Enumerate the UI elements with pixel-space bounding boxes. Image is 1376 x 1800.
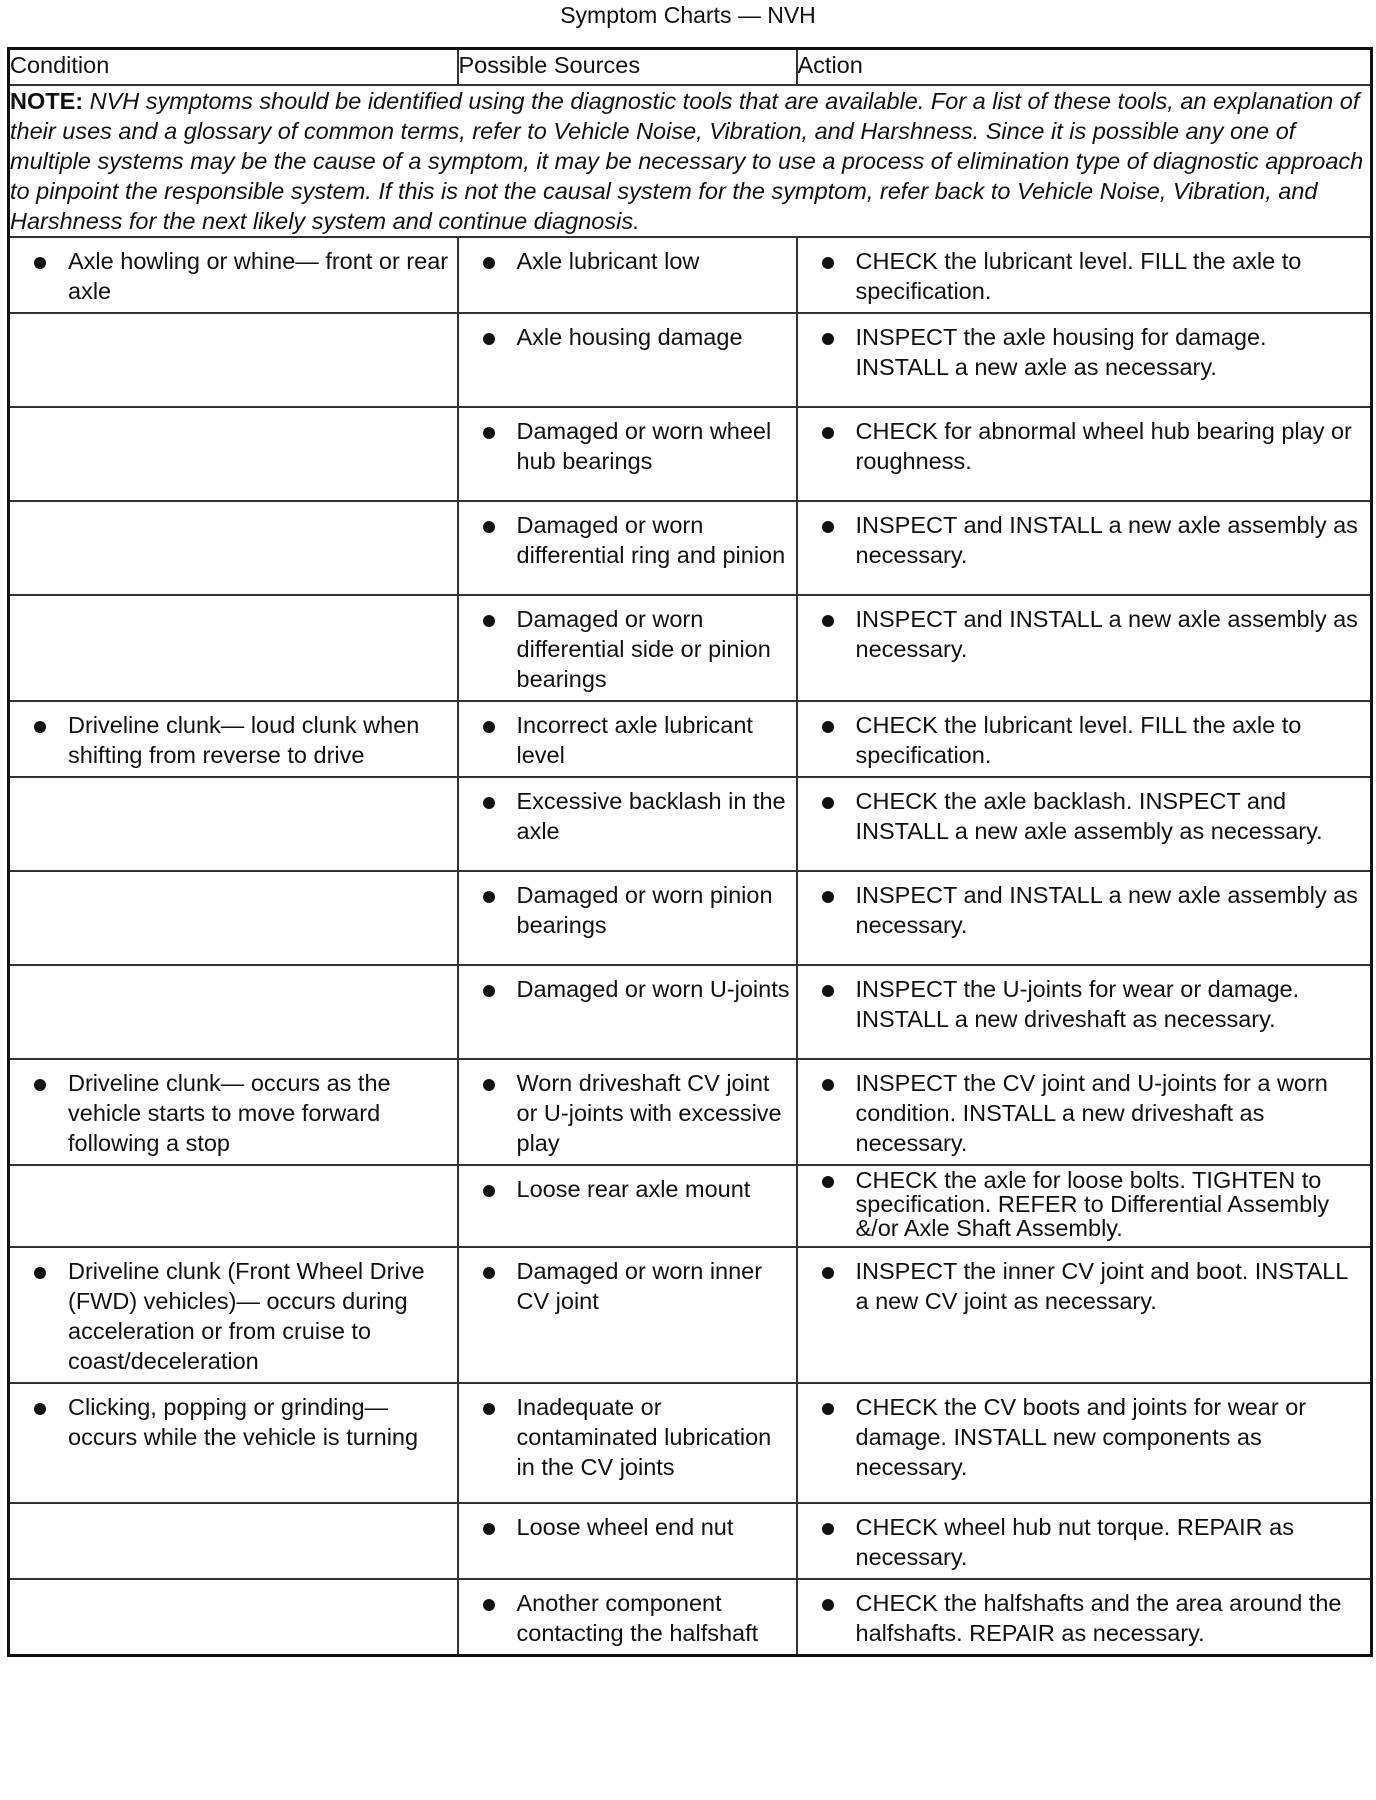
bullet-item bbox=[459, 238, 796, 282]
bullet-item bbox=[798, 502, 1371, 576]
bullet-item bbox=[10, 238, 457, 312]
bullet-dot-icon bbox=[483, 1599, 495, 1611]
table-row bbox=[9, 1059, 1372, 1165]
bullet-dot-icon bbox=[822, 1523, 834, 1535]
bullet-dot-icon bbox=[483, 427, 495, 439]
possible-source-cell bbox=[458, 1059, 797, 1165]
table-row bbox=[9, 777, 1372, 871]
source-text: Damaged or worn pinion bearings bbox=[516, 882, 773, 938]
bullet-item bbox=[798, 702, 1371, 776]
bullet-dot-icon bbox=[483, 1403, 495, 1415]
source-text: Incorrect axle lubricant level bbox=[516, 712, 753, 768]
symptom-chart-table bbox=[7, 47, 1373, 1657]
bullet-item bbox=[798, 1384, 1371, 1488]
bullet-dot-icon bbox=[483, 333, 495, 345]
bullet-item bbox=[459, 596, 796, 700]
action-text: INSPECT and INSTALL a new axle assembly as necessary. bbox=[855, 512, 1358, 568]
action-cell bbox=[797, 871, 1372, 965]
condition-text: Axle howling or whine— front or rear axle bbox=[68, 248, 449, 304]
note-row bbox=[9, 85, 1372, 237]
bullet-item bbox=[459, 872, 796, 946]
possible-source-cell bbox=[458, 501, 797, 595]
header-possible-sources: Possible Sources bbox=[458, 49, 797, 86]
table-row bbox=[9, 965, 1372, 1059]
action-cell bbox=[797, 777, 1372, 871]
header-condition: Condition bbox=[9, 49, 458, 86]
bullet-dot-icon bbox=[822, 1403, 834, 1415]
bullet-item bbox=[798, 1248, 1371, 1322]
note-cell bbox=[9, 85, 1372, 237]
table-row bbox=[9, 1579, 1372, 1656]
bullet-item bbox=[459, 314, 796, 358]
possible-source-cell bbox=[458, 777, 797, 871]
bullet-dot-icon bbox=[822, 615, 834, 627]
table-row bbox=[9, 407, 1372, 501]
bullet-dot-icon bbox=[34, 1403, 46, 1415]
bullet-item bbox=[798, 408, 1371, 482]
bullet-item bbox=[459, 502, 796, 576]
possible-source-cell bbox=[458, 1383, 797, 1503]
table-row bbox=[9, 1165, 1372, 1247]
bullet-item bbox=[459, 1248, 796, 1322]
action-cell bbox=[797, 1059, 1372, 1165]
bullet-item bbox=[459, 408, 796, 482]
bullet-item bbox=[798, 238, 1371, 312]
bullet-dot-icon bbox=[822, 257, 834, 269]
action-cell bbox=[797, 237, 1372, 313]
condition-cell bbox=[9, 777, 458, 871]
condition-cell bbox=[9, 701, 458, 777]
action-cell bbox=[797, 1383, 1372, 1503]
action-cell bbox=[797, 501, 1372, 595]
bullet-item bbox=[798, 966, 1371, 1040]
source-text: Loose rear axle mount bbox=[516, 1176, 751, 1202]
action-cell bbox=[797, 701, 1372, 777]
bullet-dot-icon bbox=[483, 615, 495, 627]
action-text: CHECK wheel hub nut torque. REPAIR as necessary. bbox=[855, 1514, 1294, 1570]
header-action: Action bbox=[797, 49, 1372, 86]
table-row bbox=[9, 1383, 1372, 1503]
source-text: Axle housing damage bbox=[516, 324, 743, 350]
bullet-item bbox=[459, 1166, 796, 1210]
bullet-dot-icon bbox=[483, 1185, 495, 1197]
bullet-dot-icon bbox=[34, 721, 46, 733]
bullet-dot-icon bbox=[822, 985, 834, 997]
source-text: Another component contacting the halfshaft bbox=[516, 1590, 759, 1646]
condition-cell bbox=[9, 871, 458, 965]
possible-source-cell bbox=[458, 1503, 797, 1579]
condition-text: Driveline clunk— loud clunk when shifting from reverse to drive bbox=[68, 712, 420, 768]
action-text: INSPECT the CV joint and U-joints for a worn condition. INSTALL a new driveshaft as necessary. bbox=[855, 1070, 1328, 1156]
bullet-dot-icon bbox=[822, 427, 834, 439]
condition-cell bbox=[9, 1383, 458, 1503]
action-text: CHECK the halfshafts and the area around the halfshafts. REPAIR as necessary. bbox=[855, 1590, 1342, 1646]
bullet-item bbox=[459, 778, 796, 852]
condition-cell bbox=[9, 1165, 458, 1247]
bullet-dot-icon bbox=[483, 721, 495, 733]
condition-text: Driveline clunk— occurs as the vehicle starts to move forward following a stop bbox=[68, 1070, 391, 1156]
bullet-item bbox=[459, 1060, 796, 1164]
condition-cell bbox=[9, 965, 458, 1059]
bullet-item bbox=[459, 966, 796, 1010]
condition-text: Clicking, popping or grinding— occurs while the vehicle is turning bbox=[68, 1394, 419, 1450]
possible-source-cell bbox=[458, 1579, 797, 1656]
action-text: CHECK the lubricant level. FILL the axle to specification. bbox=[855, 712, 1302, 768]
condition-cell bbox=[9, 407, 458, 501]
possible-source-cell bbox=[458, 965, 797, 1059]
source-text: Excessive backlash in the axle bbox=[516, 788, 786, 844]
possible-source-cell bbox=[458, 237, 797, 313]
bullet-item bbox=[798, 1580, 1371, 1654]
table-row bbox=[9, 501, 1372, 595]
action-text: CHECK the axle backlash. INSPECT and INSTALL a new axle assembly as necessary. bbox=[855, 788, 1323, 844]
possible-source-cell bbox=[458, 313, 797, 407]
bullet-dot-icon bbox=[822, 1599, 834, 1611]
bullet-dot-icon bbox=[483, 521, 495, 533]
action-text: INSPECT the U-joints for wear or damage. INSTALL a new driveshaft as necessary. bbox=[855, 976, 1300, 1032]
action-cell bbox=[797, 407, 1372, 501]
table-header-row bbox=[9, 49, 1372, 86]
bullet-item bbox=[10, 1060, 457, 1164]
action-cell bbox=[797, 313, 1372, 407]
action-cell bbox=[797, 1165, 1372, 1247]
action-cell bbox=[797, 1579, 1372, 1656]
bullet-dot-icon bbox=[483, 985, 495, 997]
note-label: NOTE: bbox=[10, 88, 84, 114]
bullet-dot-icon bbox=[822, 333, 834, 345]
bullet-dot-icon bbox=[822, 1176, 834, 1188]
bullet-dot-icon bbox=[822, 721, 834, 733]
table-row bbox=[9, 595, 1372, 701]
possible-source-cell bbox=[458, 1247, 797, 1383]
source-text: Damaged or worn wheel hub bearings bbox=[516, 418, 772, 474]
action-text: CHECK the CV boots and joints for wear or damage. INSTALL new components as necessary. bbox=[855, 1394, 1307, 1480]
source-text: Axle lubricant low bbox=[516, 248, 700, 274]
bullet-item bbox=[459, 1504, 796, 1548]
condition-text: Driveline clunk (Front Wheel Drive (FWD) vehicles)— occurs during acceleration or from cruise to coast/deceleration bbox=[68, 1258, 425, 1374]
source-text: Worn driveshaft CV joint or U-joints with excessive play bbox=[516, 1070, 782, 1156]
bullet-item bbox=[10, 702, 457, 776]
page-title: Symptom Charts — NVH bbox=[560, 2, 816, 28]
action-cell bbox=[797, 1247, 1372, 1383]
source-text: Inadequate or contaminated lubrication in the CV joints bbox=[516, 1394, 772, 1480]
table-row bbox=[9, 1247, 1372, 1383]
source-text: Damaged or worn U-joints bbox=[516, 976, 790, 1002]
action-text: CHECK the axle for loose bolts. TIGHTEN to specification. REFER to Differential Assembly &/or Axle Shaft Assembly. bbox=[855, 1167, 1330, 1241]
action-text: INSPECT and INSTALL a new axle assembly as necessary. bbox=[855, 606, 1358, 662]
bullet-dot-icon bbox=[483, 1523, 495, 1535]
bullet-dot-icon bbox=[822, 1267, 834, 1279]
bullet-dot-icon bbox=[34, 257, 46, 269]
table-row bbox=[9, 1503, 1372, 1579]
condition-cell bbox=[9, 595, 458, 701]
action-cell bbox=[797, 1503, 1372, 1579]
action-cell bbox=[797, 965, 1372, 1059]
bullet-item bbox=[798, 1166, 1371, 1246]
possible-source-cell bbox=[458, 407, 797, 501]
possible-source-cell bbox=[458, 595, 797, 701]
table-row bbox=[9, 237, 1372, 313]
bullet-dot-icon bbox=[483, 797, 495, 809]
action-text: CHECK the lubricant level. FILL the axle to specification. bbox=[855, 248, 1302, 304]
bullet-item bbox=[798, 1060, 1371, 1164]
table-row bbox=[9, 313, 1372, 407]
possible-source-cell bbox=[458, 871, 797, 965]
action-text: INSPECT and INSTALL a new axle assembly as necessary. bbox=[855, 882, 1358, 938]
source-text: Damaged or worn differential side or pinion bearings bbox=[516, 606, 771, 692]
bullet-item bbox=[459, 1580, 796, 1654]
bullet-item bbox=[798, 778, 1371, 852]
bullet-item bbox=[798, 1504, 1371, 1578]
bullet-item bbox=[798, 314, 1371, 388]
bullet-dot-icon bbox=[483, 257, 495, 269]
bullet-dot-icon bbox=[483, 891, 495, 903]
bullet-item bbox=[798, 596, 1371, 670]
bullet-dot-icon bbox=[483, 1079, 495, 1091]
bullet-dot-icon bbox=[822, 891, 834, 903]
bullet-item bbox=[10, 1248, 457, 1382]
bullet-item bbox=[459, 702, 796, 776]
action-cell bbox=[797, 595, 1372, 701]
source-text: Damaged or worn differential ring and pinion bbox=[516, 512, 786, 568]
table-row bbox=[9, 871, 1372, 965]
condition-cell bbox=[9, 1579, 458, 1656]
condition-cell bbox=[9, 501, 458, 595]
condition-cell bbox=[9, 1247, 458, 1383]
condition-cell bbox=[9, 237, 458, 313]
possible-source-cell bbox=[458, 701, 797, 777]
bullet-item bbox=[798, 872, 1371, 946]
bullet-item bbox=[459, 1384, 796, 1488]
note-text: NVH symptoms should be identified using the diagnostic tools that are available. For a list of these tools, an explanation of their uses and a glossary of common terms, refer to Vehicle Noise, Vibration, and Harshness. Since it is possible any one of multiple systems may be the cause of a symptom, it may be necessary to use a process of elimination type of diagnostic approach to pinpoint the responsible system. If this is not the causal system for the symptom, refer back to Vehicle Noise, Vibration, and Harshness for the next likely system and continue diagnosis. bbox=[10, 88, 1364, 234]
condition-cell bbox=[9, 1059, 458, 1165]
bullet-dot-icon bbox=[822, 797, 834, 809]
bullet-dot-icon bbox=[822, 1079, 834, 1091]
bullet-item bbox=[10, 1384, 457, 1458]
action-text: INSPECT the axle housing for damage. INSTALL a new axle as necessary. bbox=[855, 324, 1267, 380]
bullet-dot-icon bbox=[822, 521, 834, 533]
action-text: INSPECT the inner CV joint and boot. INSTALL a new CV joint as necessary. bbox=[855, 1258, 1348, 1314]
source-text: Damaged or worn inner CV joint bbox=[516, 1258, 763, 1314]
condition-cell bbox=[9, 1503, 458, 1579]
bullet-dot-icon bbox=[483, 1267, 495, 1279]
bullet-dot-icon bbox=[34, 1267, 46, 1279]
possible-source-cell bbox=[458, 1165, 797, 1247]
source-text: Loose wheel end nut bbox=[516, 1514, 734, 1540]
table-row bbox=[9, 701, 1372, 777]
action-text: CHECK for abnormal wheel hub bearing play or roughness. bbox=[855, 418, 1352, 474]
condition-cell bbox=[9, 313, 458, 407]
bullet-dot-icon bbox=[34, 1079, 46, 1091]
